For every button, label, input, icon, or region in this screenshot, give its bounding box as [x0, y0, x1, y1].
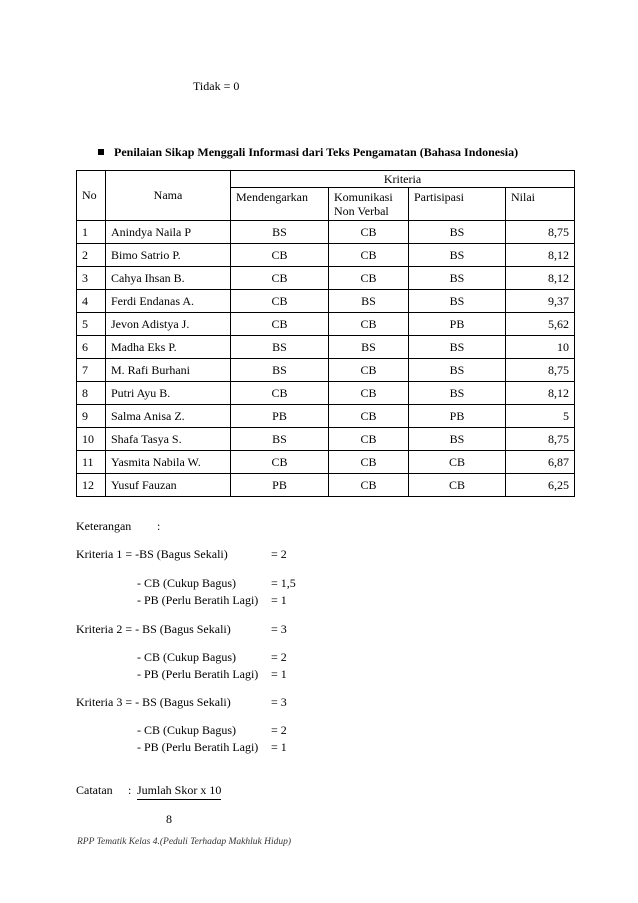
header-kriteria: Kriteria — [231, 171, 575, 188]
table-row — [77, 244, 575, 267]
cell-partisipasi: BS — [409, 221, 506, 244]
table-row — [77, 290, 575, 313]
kriteria-2-label: Kriteria 2 = - BS (Bagus Sekali) — [76, 622, 231, 636]
kriteria-3-cb: - CB (Cukup Bagus) — [137, 723, 236, 737]
table-row — [77, 428, 575, 451]
cell-nilai: 8,12 — [506, 244, 575, 267]
cell-komunikasi: CB — [329, 428, 409, 451]
cell-nilai: 5 — [506, 405, 575, 428]
kriteria-2-cb-value: = 2 — [271, 650, 287, 664]
cell-komunikasi: CB — [329, 451, 409, 474]
cell-nilai: 6,87 — [506, 451, 575, 474]
table-row — [77, 474, 575, 497]
cell-komunikasi: CB — [329, 359, 409, 382]
cell-nama: Ferdi Endanas A. — [106, 290, 231, 313]
cell-partisipasi: PB — [409, 313, 506, 336]
cell-komunikasi: CB — [329, 474, 409, 497]
kriteria-1-cb-value: = 1,5 — [271, 576, 296, 590]
kriteria-1-cb: - CB (Cukup Bagus) — [137, 576, 236, 590]
cell-no: 1 — [77, 221, 106, 244]
cell-nama: Jevon Adistya J. — [106, 313, 231, 336]
table-row — [77, 336, 575, 359]
cell-mendengarkan: BS — [231, 221, 329, 244]
cell-komunikasi: BS — [329, 290, 409, 313]
kriteria-3-value: = 3 — [271, 695, 287, 709]
kriteria-3-pb-value: = 1 — [271, 740, 287, 754]
cell-partisipasi: BS — [409, 359, 506, 382]
cell-partisipasi: BS — [409, 336, 506, 359]
kriteria-3-pb: - PB (Perlu Beratih Lagi) — [137, 740, 259, 754]
cell-mendengarkan: PB — [231, 474, 329, 497]
cell-nama: Madha Eks P. — [106, 336, 231, 359]
cell-nama: Bimo Satrio P. — [106, 244, 231, 267]
cell-mendengarkan: CB — [231, 290, 329, 313]
cell-no: 12 — [77, 474, 106, 497]
header-komunikasi: Komunikasi Non Verbal — [329, 188, 409, 221]
header-nilai: Nilai — [506, 188, 575, 221]
cell-nilai: 9,37 — [506, 290, 575, 313]
tidak-line: Tidak = 0 — [193, 79, 240, 93]
cell-partisipasi: CB — [409, 474, 506, 497]
header-nama: Nama — [106, 171, 231, 221]
keterangan-label: Keterangan — [76, 519, 132, 533]
cell-nama: Anindya Naila P — [106, 221, 231, 244]
cell-no: 11 — [77, 451, 106, 474]
catatan-label: Catatan — [76, 783, 113, 797]
cell-mendengarkan: CB — [231, 382, 329, 405]
keterangan-colon: : — [157, 519, 161, 533]
cell-mendengarkan: BS — [231, 336, 329, 359]
header-no: No — [77, 171, 106, 221]
cell-partisipasi: PB — [409, 405, 506, 428]
cell-nilai: 8,75 — [506, 359, 575, 382]
section-title: Penilaian Sikap Menggali Informasi dari Teks Pengamatan (Bahasa Indonesia) — [114, 145, 519, 159]
table-row — [77, 359, 575, 382]
cell-no: 8 — [77, 382, 106, 405]
cell-komunikasi: CB — [329, 382, 409, 405]
cell-mendengarkan: PB — [231, 405, 329, 428]
catatan-numerator: Jumlah Skor x 10 — [137, 783, 221, 800]
cell-no: 2 — [77, 244, 106, 267]
cell-nama: Yasmita Nabila W. — [106, 451, 231, 474]
cell-mendengarkan: CB — [231, 313, 329, 336]
cell-nilai: 8,75 — [506, 221, 575, 244]
cell-nama: Shafa Tasya S. — [106, 428, 231, 451]
assessment-table — [76, 170, 575, 497]
kriteria-1-pb: - PB (Perlu Beratih Lagi) — [137, 593, 259, 607]
kriteria-3-cb-value: = 2 — [271, 723, 287, 737]
cell-komunikasi: CB — [329, 405, 409, 428]
cell-no: 3 — [77, 267, 106, 290]
kriteria-2-pb-value: = 1 — [271, 667, 287, 681]
cell-partisipasi: CB — [409, 451, 506, 474]
cell-nama: Putri Ayu B. — [106, 382, 231, 405]
table-row — [77, 221, 575, 244]
kriteria-2-pb: - PB (Perlu Beratih Lagi) — [137, 667, 259, 681]
cell-no: 10 — [77, 428, 106, 451]
cell-no: 6 — [77, 336, 106, 359]
table-row — [77, 405, 575, 428]
table-row — [77, 313, 575, 336]
cell-mendengarkan: CB — [231, 267, 329, 290]
header-partisipasi: Partisipasi — [409, 188, 506, 221]
table-row — [77, 382, 575, 405]
cell-nama: Salma Anisa Z. — [106, 405, 231, 428]
cell-komunikasi: CB — [329, 267, 409, 290]
table-row — [77, 267, 575, 290]
kriteria-1-value: = 2 — [271, 547, 287, 561]
cell-partisipasi: BS — [409, 267, 506, 290]
cell-nilai: 6,25 — [506, 474, 575, 497]
kriteria-2-cb: - CB (Cukup Bagus) — [137, 650, 236, 664]
kriteria-1-pb-value: = 1 — [271, 593, 287, 607]
cell-mendengarkan: CB — [231, 451, 329, 474]
cell-nilai: 8,12 — [506, 267, 575, 290]
cell-no: 4 — [77, 290, 106, 313]
cell-partisipasi: BS — [409, 382, 506, 405]
page-footer: RPP Tematik Kelas 4.(Peduli Terhadap Makhluk Hidup) — [77, 837, 292, 847]
cell-komunikasi: CB — [329, 313, 409, 336]
cell-nilai: 10 — [506, 336, 575, 359]
cell-nama: M. Rafi Burhani — [106, 359, 231, 382]
table-row — [77, 451, 575, 474]
cell-nama: Yusuf Fauzan — [106, 474, 231, 497]
cell-mendengarkan: BS — [231, 359, 329, 382]
cell-nilai: 8,75 — [506, 428, 575, 451]
cell-nilai: 5,62 — [506, 313, 575, 336]
cell-partisipasi: BS — [409, 290, 506, 313]
catatan-denominator: 8 — [166, 812, 172, 826]
cell-komunikasi: CB — [329, 244, 409, 267]
cell-nama: Cahya Ihsan B. — [106, 267, 231, 290]
cell-no: 5 — [77, 313, 106, 336]
bullet-square-icon — [98, 149, 104, 155]
cell-partisipasi: BS — [409, 244, 506, 267]
cell-komunikasi: BS — [329, 336, 409, 359]
kriteria-2-value: = 3 — [271, 622, 287, 636]
kriteria-3-label: Kriteria 3 = - BS (Bagus Sekali) — [76, 695, 231, 709]
cell-partisipasi: BS — [409, 428, 506, 451]
cell-mendengarkan: CB — [231, 244, 329, 267]
cell-nilai: 8,12 — [506, 382, 575, 405]
cell-komunikasi: CB — [329, 221, 409, 244]
kriteria-1-label: Kriteria 1 = -BS (Bagus Sekali) — [76, 547, 228, 561]
cell-no: 9 — [77, 405, 106, 428]
cell-mendengarkan: BS — [231, 428, 329, 451]
catatan-colon: : — [128, 783, 132, 797]
cell-no: 7 — [77, 359, 106, 382]
header-mendengarkan: Mendengarkan — [231, 188, 329, 221]
